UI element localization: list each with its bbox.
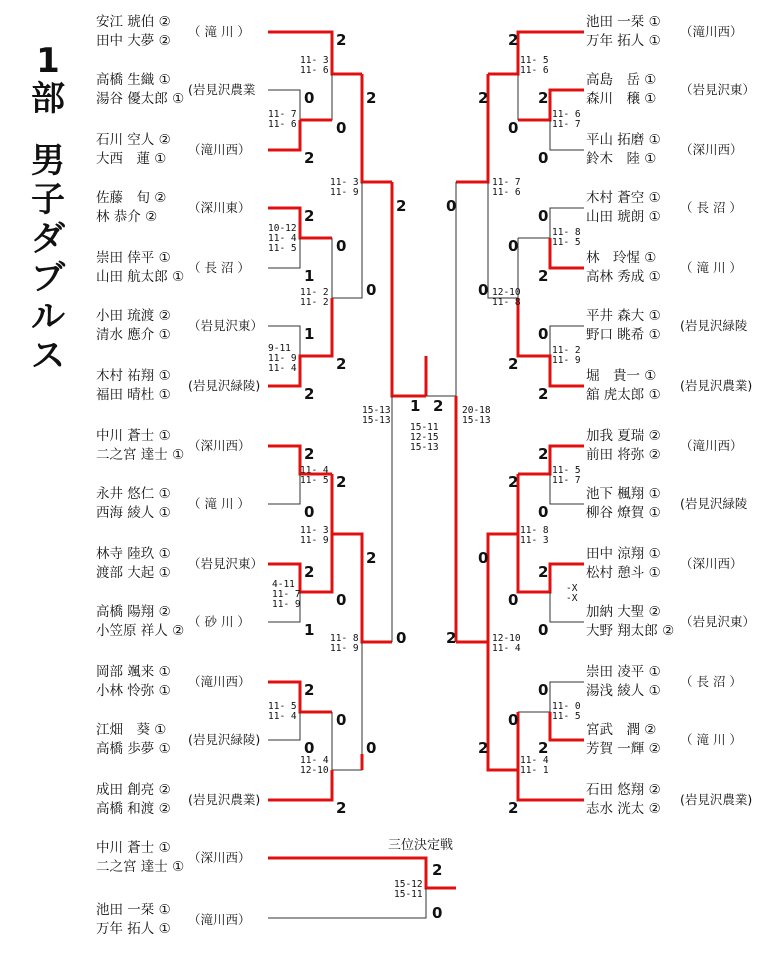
game-scores: -X -X [566,583,578,604]
player-name: 松村 憩斗 ① [586,565,661,581]
player-name: 高島 岳 ① [586,72,657,88]
school-name: （深川西） [188,438,251,453]
game-scores: 11- 0 11- 5 [552,701,581,722]
player-name: 石川 空人 ② [96,132,171,148]
game-scores: 11- 3 11- 9 [300,525,329,546]
school-name: （滝川西） [680,24,743,39]
school-name: （ 滝 川 ） [680,732,742,747]
match-score: 1 [304,267,315,285]
match-score: 0 [538,681,549,699]
player-name: 芳賀 一輝 ② [586,741,661,757]
match-score: 0 [508,711,519,729]
match-score: 0 [366,281,377,299]
player-name: 高橋 生織 ① [96,72,171,88]
game-scores: 4-11 11- 7 11- 9 [272,579,301,610]
game-scores: 9-11 11- 9 11- 4 [268,343,297,374]
school-name: （ 滝 川 ） [188,24,250,39]
player-name: 大野 翔太郎 ② [586,623,675,639]
bracket-line [488,642,518,770]
match-score: 0 [478,549,489,567]
school-name: （滝川西） [188,142,251,157]
third-place-label: 三位決定戦 [388,838,454,853]
match-score: 2 [478,89,489,107]
match-score: 0 [336,591,347,609]
player-name: 清水 應介 ① [96,327,171,343]
player-name: 崇田 凌平 ① [586,664,661,680]
school-name: （岩見沢東） [188,318,264,333]
player-name: 池田 一栞 ① [586,14,661,30]
bracket-line [268,858,456,888]
match-score: 2 [336,355,347,373]
match-score: 2 [508,799,519,817]
event-title: 男子ダブルス [31,141,65,376]
school-name: （ 長 沼 ） [680,674,742,689]
match-score: 0 [508,237,519,255]
game-scores: 11- 4 12-10 [300,755,329,776]
bracket-line [518,298,584,386]
game-scores: 11- 4 11- 5 [300,465,329,486]
school-name: （ 滝 川 ） [680,260,742,275]
player-name: 湯谷 優太郎 ① [96,91,185,107]
player-name: 田中 涼翔 ① [586,546,661,562]
player-name: 鈴木 陸 ① [586,151,657,167]
match-score: 2 [508,473,519,491]
player-name: 西海 綾人 ① [96,505,171,521]
player-name: 堀 貴一 ① [586,368,657,384]
match-score: 0 [538,325,549,343]
game-scores: 11- 5 11- 7 [552,465,581,486]
player-name: 高橋 歩夢 ① [96,741,171,757]
player-name: 渡部 大起 ① [96,565,171,581]
school-name: (岩見沢緑陵 [680,496,748,511]
match-score: 2 [538,89,549,107]
match-score: 0 [336,237,347,255]
player-name: 小笠原 祥人 ② [96,623,185,639]
game-scores: 15-13 15-13 [362,405,391,426]
player-name: 舘 虎太郎 ① [586,387,661,403]
school-name: （岩見沢東） [680,82,756,97]
match-score: 2 [304,385,315,403]
game-scores: 11- 8 11- 9 [330,633,359,654]
player-name: 万年 拓人 ① [586,33,661,49]
match-score: 2 [433,397,444,415]
player-name: 小林 怜弥 ① [96,683,171,699]
player-name: 湯浅 綾人 ① [586,683,661,699]
school-name: （岩見沢東） [188,556,264,571]
game-scores: 11- 3 11- 6 [300,55,329,76]
match-score: 0 [538,207,549,225]
player-name: 永井 悠仁 ① [96,486,171,502]
player-name: 二之宮 達士 ① [96,859,185,875]
player-name: 平井 森大 ① [586,308,661,324]
game-scores: 11- 8 11- 3 [520,525,549,546]
player-name: 高橋 陽翔 ② [96,604,171,620]
game-scores: 11- 2 11- 9 [552,345,581,366]
player-name: 山田 航太郎 ① [96,269,185,285]
school-name: (岩見沢農業) [680,792,753,807]
school-name: （深川西） [680,142,743,157]
match-score: 2 [366,89,377,107]
match-score: 2 [304,149,315,167]
match-score: 0 [396,629,407,647]
player-name: 高橋 和渡 ② [96,801,171,817]
player-name: 二之宮 達士 ① [96,447,185,463]
game-scores: 12-10 11- 8 [492,287,521,308]
match-score: 2 [538,445,549,463]
game-scores: 15-12 15-11 [394,879,423,900]
player-name: 池田 一栞 ① [96,902,171,918]
match-score: 0 [304,89,315,107]
school-name: （滝川西） [680,438,743,453]
player-name: 中川 蒼士 ① [96,428,171,444]
game-scores: 11- 5 11- 6 [520,55,549,76]
game-scores: 11- 5 11- 4 [268,701,297,722]
match-score: 2 [508,31,519,49]
game-scores: 11- 4 11- 1 [520,755,549,776]
player-name: 小田 琉渡 ② [96,308,171,324]
player-name: 林 恭介 ② [96,209,158,225]
game-scores: 20-18 15-13 [462,405,491,426]
player-name: 柳谷 燎賀 ① [586,505,661,521]
school-name: （ 砂 川 ） [188,614,250,629]
school-name: （ 滝 川 ） [188,496,250,511]
player-name: 宮武 潤 ② [586,722,657,738]
game-scores: 11- 6 11- 7 [552,109,581,130]
player-name: 加我 夏瑞 ② [586,428,661,444]
game-scores: 11- 7 11- 6 [268,109,297,130]
game-scores: 11- 3 11- 9 [330,177,359,198]
player-name: 崇田 倖平 ① [96,250,171,266]
player-name: 岡部 颯来 ① [96,664,171,680]
game-scores: 11- 7 11- 6 [492,177,521,198]
match-score: 0 [304,739,315,757]
school-name: （岩見沢東） [680,614,756,629]
player-name: 安江 琥伯 ② [96,14,171,30]
game-scores: 11- 8 11- 5 [552,227,581,248]
match-score: 1 [304,325,315,343]
bracket-line [332,642,362,770]
match-score: 0 [508,591,519,609]
match-score: 0 [366,739,377,757]
player-name: 志水 洸太 ② [586,801,661,817]
match-score: 2 [432,861,443,879]
match-score: 0 [336,711,347,729]
match-score: 0 [446,197,457,215]
school-name: （深川西） [680,556,743,571]
match-score: 2 [304,207,315,225]
school-name: （深川東） [188,200,251,215]
match-score: 0 [478,281,489,299]
player-name: 佐藤 旬 ② [96,190,167,206]
division-title: 1部 [31,41,65,119]
school-name: （ 長 沼 ） [680,200,742,215]
game-scores: 12-10 11- 4 [492,633,521,654]
match-score: 1 [304,621,315,639]
player-name: 野口 眺希 ① [586,327,661,343]
school-name: （滝川西） [188,912,251,927]
school-name: （ 長 沼 ） [188,260,250,275]
match-score: 0 [538,503,549,521]
match-score: 0 [538,621,549,639]
match-score: 2 [478,739,489,757]
match-score: 2 [304,445,315,463]
player-name: 田中 大夢 ② [96,33,171,49]
match-score: 2 [538,563,549,581]
school-name: (岩見沢農業) [680,378,753,393]
school-name: （滝川西） [188,674,251,689]
player-name: 万年 拓人 ① [96,921,171,937]
match-score: 2 [336,799,347,817]
player-name: 林寺 陸玖 ① [96,546,171,562]
match-score: 2 [304,563,315,581]
player-name: 木村 蒼空 ① [586,190,661,206]
player-name: 高林 秀成 ① [586,269,661,285]
match-score: 0 [304,503,315,521]
match-score: 0 [432,904,443,922]
school-name: (岩見沢農業) [188,792,261,807]
match-score: 2 [336,31,347,49]
player-name: 大西 蓮 ① [96,151,167,167]
school-name: (岩見沢緑陵 [680,318,748,333]
player-name: 前田 将弥 ② [586,447,661,463]
player-name: 江畑 葵 ① [96,722,167,738]
player-name: 森川 穣 ① [586,91,657,107]
school-name: (岩見沢緑陵) [188,732,261,747]
player-name: 成田 創亮 ② [96,782,171,798]
match-score: 2 [396,197,407,215]
bracket-line [332,474,392,642]
player-name: 林 玲惺 ① [586,250,657,266]
player-name: 木村 祐翔 ① [96,368,171,384]
match-score: 2 [446,629,457,647]
player-name: 加納 大聖 ② [586,604,661,620]
match-score: 2 [538,267,549,285]
match-score: 2 [366,549,377,567]
school-name: （深川西） [188,850,251,865]
match-score: 2 [336,473,347,491]
player-name: 石田 悠翔 ② [586,782,661,798]
player-name: 中川 蒼士 ① [96,840,171,856]
game-scores: 10-12 11- 4 11- 5 [268,223,297,254]
player-name: 池下 楓翔 ① [586,486,661,502]
school-name: (岩見沢農業 [188,82,256,97]
player-name: 平山 拓磨 ① [586,132,661,148]
match-score: 2 [304,681,315,699]
match-score: 0 [508,119,519,137]
match-score: 2 [538,739,549,757]
game-scores: 11- 2 11- 2 [300,287,329,308]
match-score: 2 [508,355,519,373]
match-score: 1 [410,397,421,415]
match-score: 0 [336,119,347,137]
match-score: 2 [538,385,549,403]
match-score: 0 [538,149,549,167]
player-name: 山田 琥朗 ① [586,209,661,225]
bracket-line [268,474,300,504]
school-name: (岩見沢緑陵) [188,378,261,393]
game-scores: 15-11 12-15 15-13 [410,422,439,453]
player-name: 福田 晴杜 ① [96,387,171,403]
